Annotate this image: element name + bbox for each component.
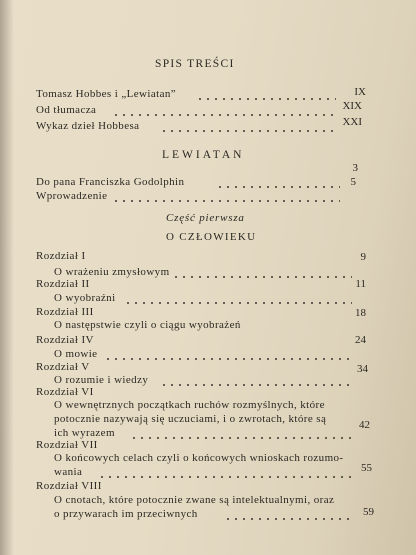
intro-title-1: Do pana Franciszka Godolphin xyxy=(36,176,185,188)
chapter-7-label: Rozdział VII xyxy=(36,439,98,451)
chapter-4-page: 24 xyxy=(355,334,366,346)
dot-leader xyxy=(172,276,352,278)
dot-leader xyxy=(196,98,336,100)
chapter-3-title: O następstwie czyli o ciągu wyobrażeń xyxy=(54,319,241,331)
chapter-3-label: Rozdział III xyxy=(36,306,94,318)
page-gutter-shadow xyxy=(0,0,14,555)
intro-page-1: 3 xyxy=(352,162,358,174)
chapter-2-label: Rozdział II xyxy=(36,278,90,290)
part-label: Część pierwsza xyxy=(166,212,245,224)
dot-leader xyxy=(130,437,352,439)
dot-leader xyxy=(104,358,354,360)
chapter-3-page: 18 xyxy=(355,307,366,319)
chapter-4-label: Rozdział IV xyxy=(36,334,94,346)
front-matter-title-1: Tomasz Hobbes i „Lewiatan” xyxy=(36,88,177,100)
intro-title-2: Wprowadzenie xyxy=(36,190,108,202)
chapter-8-title-line-1: O cnotach, które potocznie zwane są intelektualnymi, oraz xyxy=(54,494,335,506)
chapter-5-label: Rozdział V xyxy=(36,361,90,373)
dot-leader xyxy=(112,200,340,202)
dot-leader xyxy=(112,114,336,116)
front-matter-title-2: Od tłumacza xyxy=(36,104,97,116)
part-title: O CZŁOWIEKU xyxy=(166,231,257,243)
chapter-2-title: O wyobraźni xyxy=(54,292,116,304)
front-matter-page-3: XXI xyxy=(342,116,362,128)
dot-leader xyxy=(216,186,340,188)
chapter-6-title-line-2: potocznie nazywają się uczuciami, i o zwrotach, które są xyxy=(54,413,327,425)
dot-leader xyxy=(224,518,354,520)
chapter-2-page: 11 xyxy=(355,278,366,290)
chapter-1-label: Rozdział I xyxy=(36,250,86,262)
chapter-7-title-line-2: wania xyxy=(54,466,83,478)
contents-heading: SPIS TREŚCI xyxy=(155,58,235,70)
dot-leader xyxy=(160,384,354,386)
book-title: LEWIATAN xyxy=(162,149,245,161)
front-matter-title-3: Wykaz dzieł Hobbesa xyxy=(36,120,140,132)
library-stamp-text xyxy=(0,424,1,470)
dot-leader xyxy=(124,302,352,304)
chapter-5-page: 34 xyxy=(357,363,368,375)
chapter-8-title-line-2: o przywarach im przeciwnych xyxy=(54,508,198,520)
chapter-8-page: 59 xyxy=(363,506,374,518)
chapter-6-title-line-1: O wewnętrznych początkach ruchów rozmyślnych, które xyxy=(54,399,325,411)
chapter-5-title: O rozumie i wiedzy xyxy=(54,374,149,386)
chapter-1-page: 9 xyxy=(360,251,366,263)
chapter-4-title: O mowie xyxy=(54,348,98,360)
dot-leader xyxy=(160,130,336,132)
dot-leader xyxy=(98,476,354,478)
intro-page-2: 5 xyxy=(350,176,356,188)
front-matter-page-2: XIX xyxy=(342,100,362,112)
chapter-6-label: Rozdział VI xyxy=(36,386,94,398)
front-matter-page-1: IX xyxy=(354,86,366,98)
chapter-8-label: Rozdział VIII xyxy=(36,480,102,492)
chapter-6-title-line-3: ich wyrazem xyxy=(54,427,115,439)
chapter-6-page: 42 xyxy=(359,419,370,431)
chapter-7-title-line-1: O końcowych celach czyli o końcowych wnioskach rozumo- xyxy=(54,452,344,464)
chapter-7-page: 55 xyxy=(361,462,372,474)
chapter-1-title: O wrażeniu zmysłowym xyxy=(54,266,170,278)
